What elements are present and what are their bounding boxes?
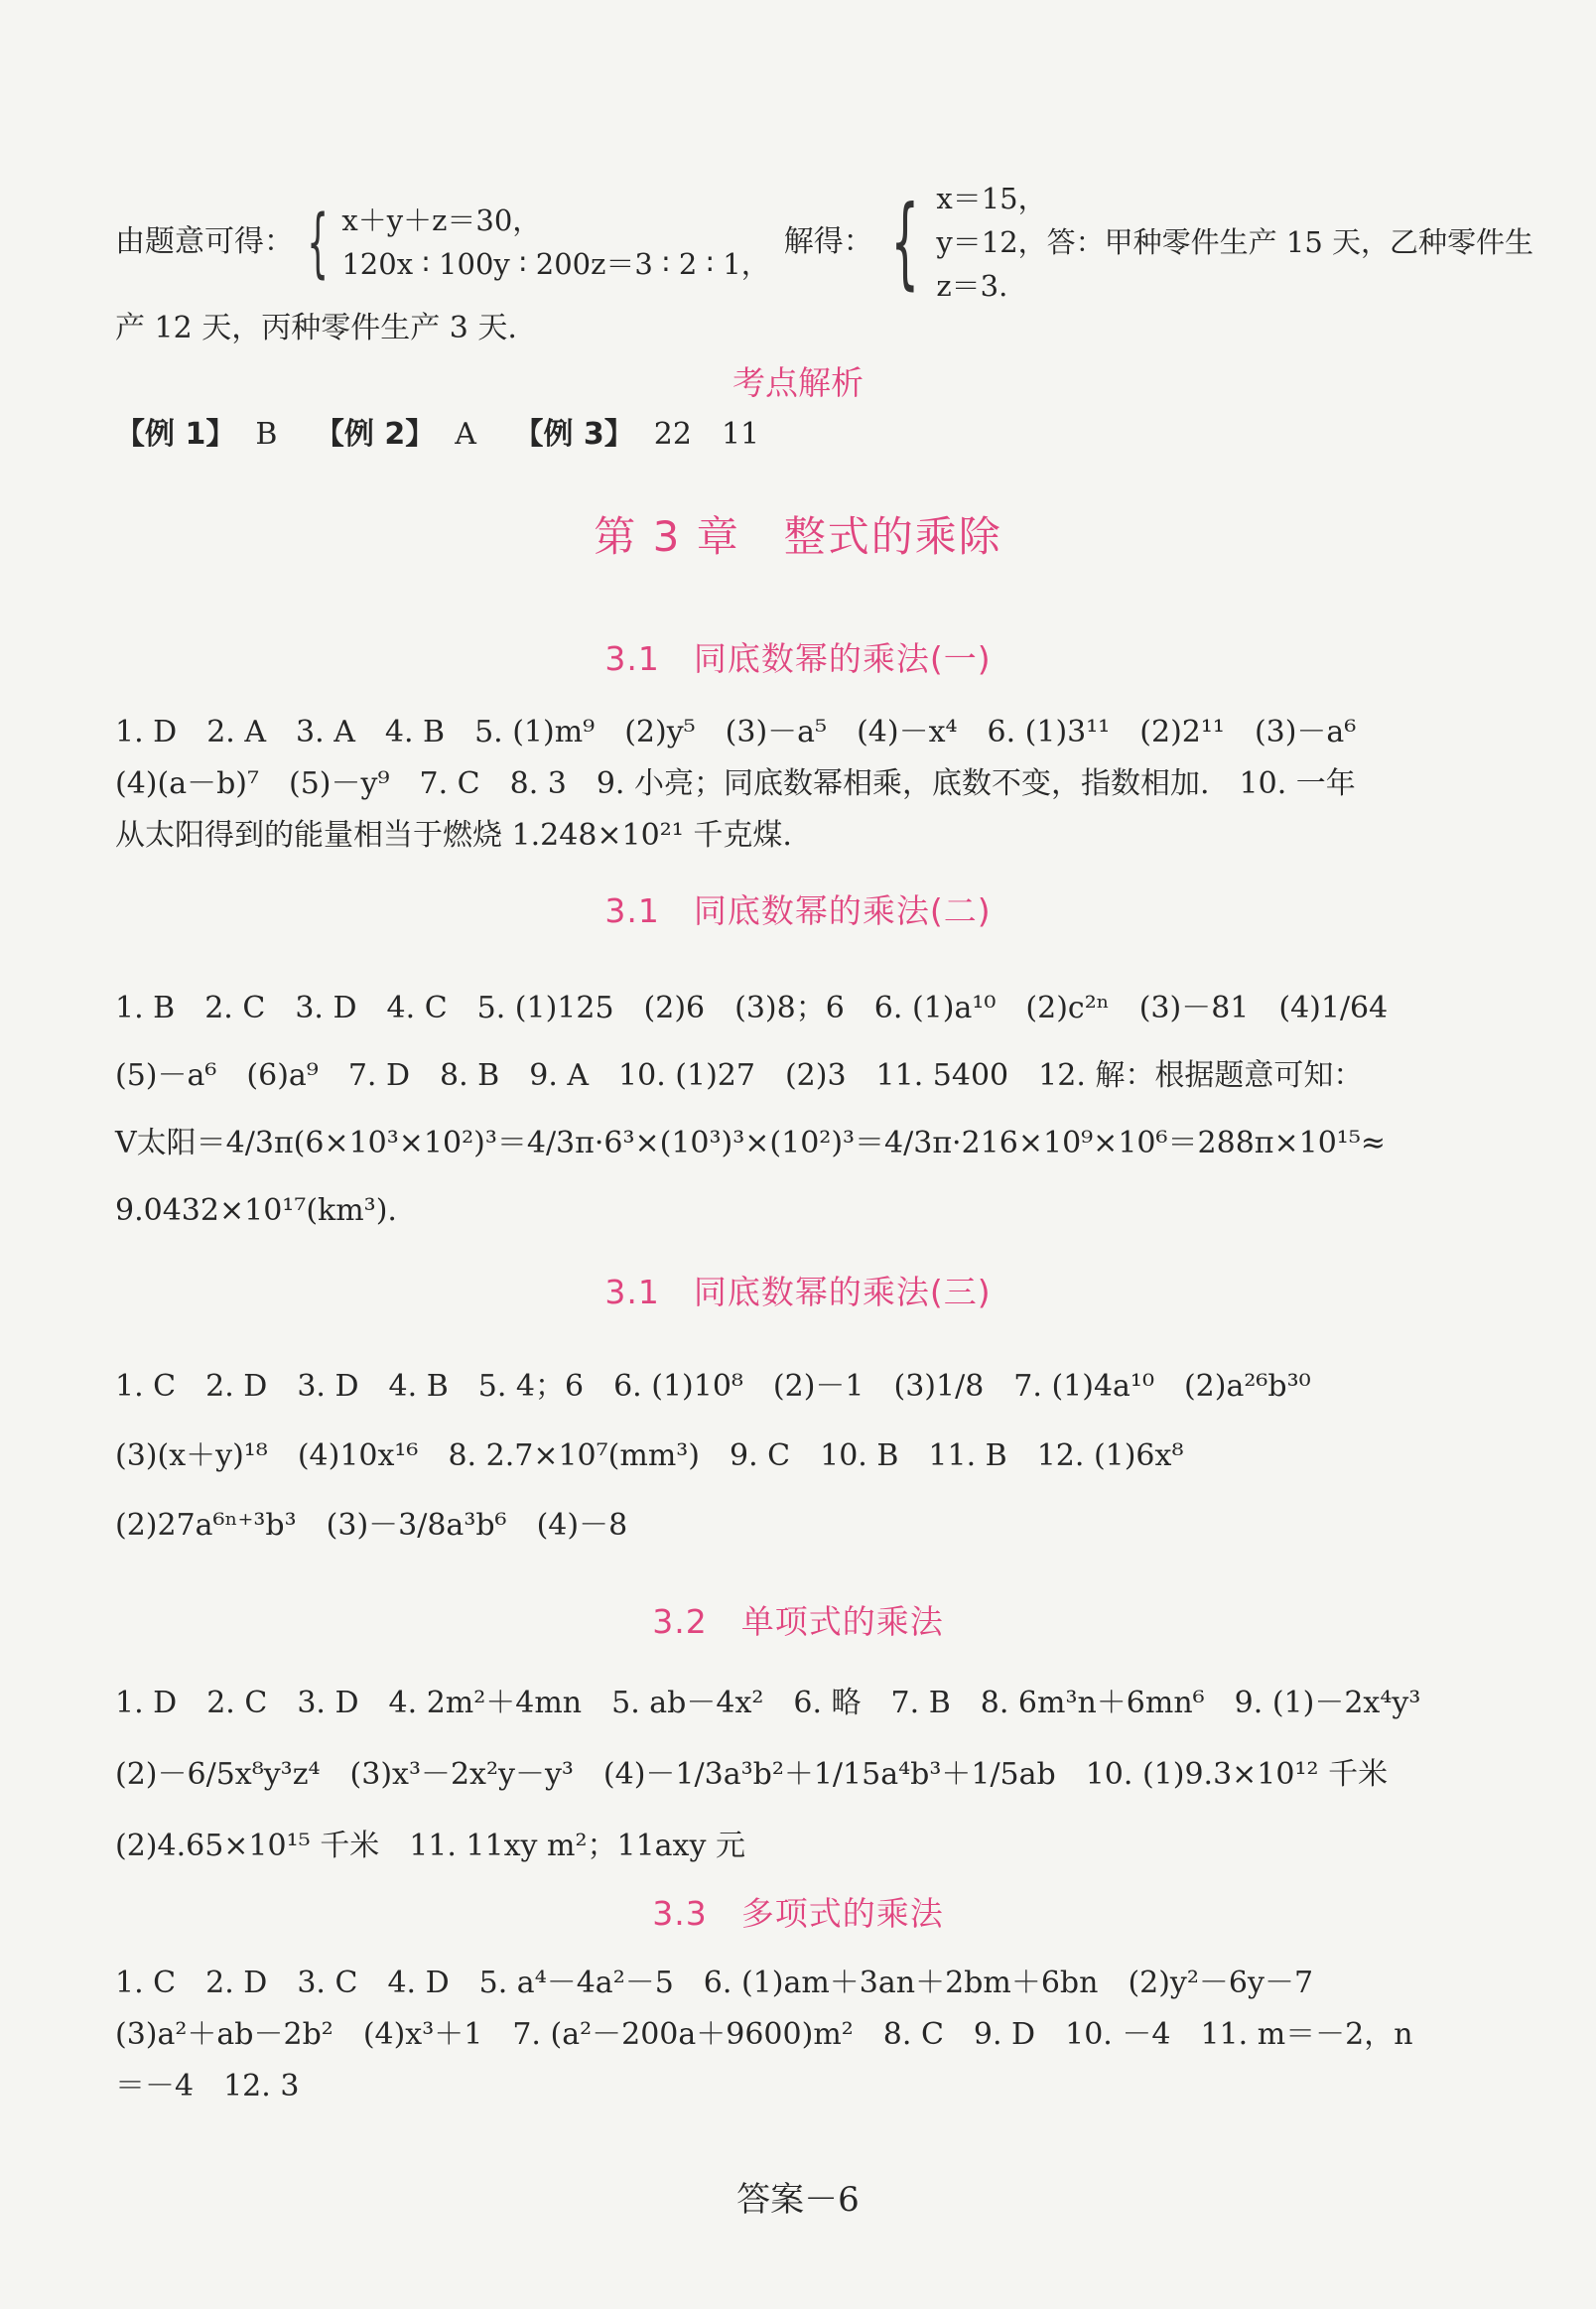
answer-line: V太阳＝4/3π(6×10³×10²)³＝4/3π·6³×(10³)³×(10²)³＝4/3π·216×10⁹×10⁶＝288π×10¹⁵≈ [115, 1126, 1386, 1160]
section-title: 3.3 多项式的乘法 [652, 1894, 944, 1933]
kaodian-title: 考点解析 [732, 363, 864, 402]
examples-row [115, 409, 787, 453]
equation-line: z＝3. [936, 269, 1008, 303]
example-label: 【例 2】 [314, 417, 436, 452]
answer-line: (2)－6/5x⁸y³z⁴ (3)x³－2x²y－y³ (4)－1/3a³b²＋1/15a⁴b³＋1/5ab 10. (1)9.3×10¹² 千米 [115, 1757, 1389, 1792]
section-answers [115, 707, 1421, 862]
intro-tail: 产 12 天，丙种零件生产 3 天. [115, 311, 517, 345]
chapter-title: 第 3 章 整式的乘除 [594, 512, 1002, 561]
section-answers [115, 1352, 1421, 1561]
section-answers [115, 1958, 1421, 2112]
equation-line: x＋y＋z＝30， [341, 204, 542, 237]
left-brace-icon: { [890, 184, 919, 300]
equation-system-2 [936, 177, 1533, 308]
answer-line: 从太阳得到的能量相当于燃烧 1.248×10²¹ 千克煤. [115, 818, 792, 853]
answer-line: (3)(x＋y)¹⁸ (4)10x¹⁶ 8. 2.7×10⁷(mm³) 9. C 10. B 11. B 12. (1)6x⁸ [115, 1438, 1184, 1473]
equation-system-1 [341, 199, 769, 286]
answer-line: 1. C 2. D 3. D 4. B 5. 4；6 6. (1)10⁸ (2)－1 (3)1/8 7. (1)4a¹⁰ (2)a²⁶b³⁰ [115, 1369, 1311, 1404]
intro-lead: 由题意可得： [115, 224, 294, 259]
answer-line: 1. D 2. C 3. D 4. 2m²＋4mn 5. ab－4x² 6. 略 7. B 8. 6m³n＋6mn⁶ 9. (1)－2x⁴y³ [115, 1686, 1421, 1720]
section-answers [115, 1668, 1421, 1882]
left-brace-icon: { [307, 198, 330, 286]
answer-line: 1. C 2. D 3. C 4. D 5. a⁴－4a²－5 6. (1)am＋3an＋2bm＋6bn (2)y²－6y－7 [115, 1966, 1314, 2000]
section-title: 3.2 单项式的乘法 [652, 1602, 944, 1641]
example-value: 22 11 [653, 417, 760, 452]
example-value: A [455, 417, 476, 452]
solve-label: 解得： [783, 224, 873, 259]
equation-line: 120x ∶ 100y ∶ 200z＝3 ∶ 2 ∶ 1， [341, 247, 770, 281]
section-title: 3.1 同底数幂的乘法(一) [604, 639, 992, 678]
answer-line: (2)4.65×10¹⁵ 千米 11. 11xy m²；11axy 元 [115, 1829, 745, 1863]
answer-line: (4)(a－b)⁷ (5)－y⁹ 7. C 8. 3 9. 小亮；同底数幂相乘，底数不变，指数相加. 10. 一年 [115, 766, 1356, 801]
example-label: 【例 1】 [115, 417, 236, 452]
answer-line: (2)27a⁶ⁿ⁺³b³ (3)－3/8a³b⁶ (4)－8 [115, 1508, 628, 1543]
section-title: 3.1 同底数幂的乘法(三) [604, 1273, 992, 1311]
answer-line: 1. D 2. A 3. A 4. B 5. (1)m⁹ (2)y⁵ (3)－a⁵ (4)－x⁴ 6. (1)3¹¹ (2)2¹¹ (3)－a⁶ [115, 715, 1357, 749]
equation-line: x＝15， [936, 182, 1047, 215]
answer-line: (5)－a⁶ (6)a⁹ 7. D 8. B 9. A 10. (1)27 (2)3 11. 5400 12. 解：根据题意可知： [115, 1058, 1364, 1093]
answer-line: ＝－4 12. 3 [115, 2069, 300, 2104]
answer-line: (3)a²＋ab－2b² (4)x³＋1 7. (a²－200a＋9600)m² 8. C 9. D 10. －4 11. m＝－2，n [115, 2017, 1413, 2052]
equation-line: y＝12，答：甲种零件生产 15 天，乙种零件生 [936, 225, 1533, 259]
section-answers [115, 975, 1421, 1245]
example-label: 【例 3】 [513, 417, 634, 452]
answer-line: 1. B 2. C 3. D 4. C 5. (1)125 (2)6 (3)8；6 6. (1)a¹⁰ (2)c²ⁿ (3)－81 (4)1/64 [115, 991, 1389, 1025]
example-value: B [255, 417, 278, 452]
section-title: 3.1 同底数幂的乘法(二) [604, 891, 992, 930]
intro-system [115, 177, 1533, 303]
answer-line: 9.0432×10¹⁷(km³). [115, 1193, 397, 1228]
page-number: 答案－6 [736, 2180, 860, 2220]
